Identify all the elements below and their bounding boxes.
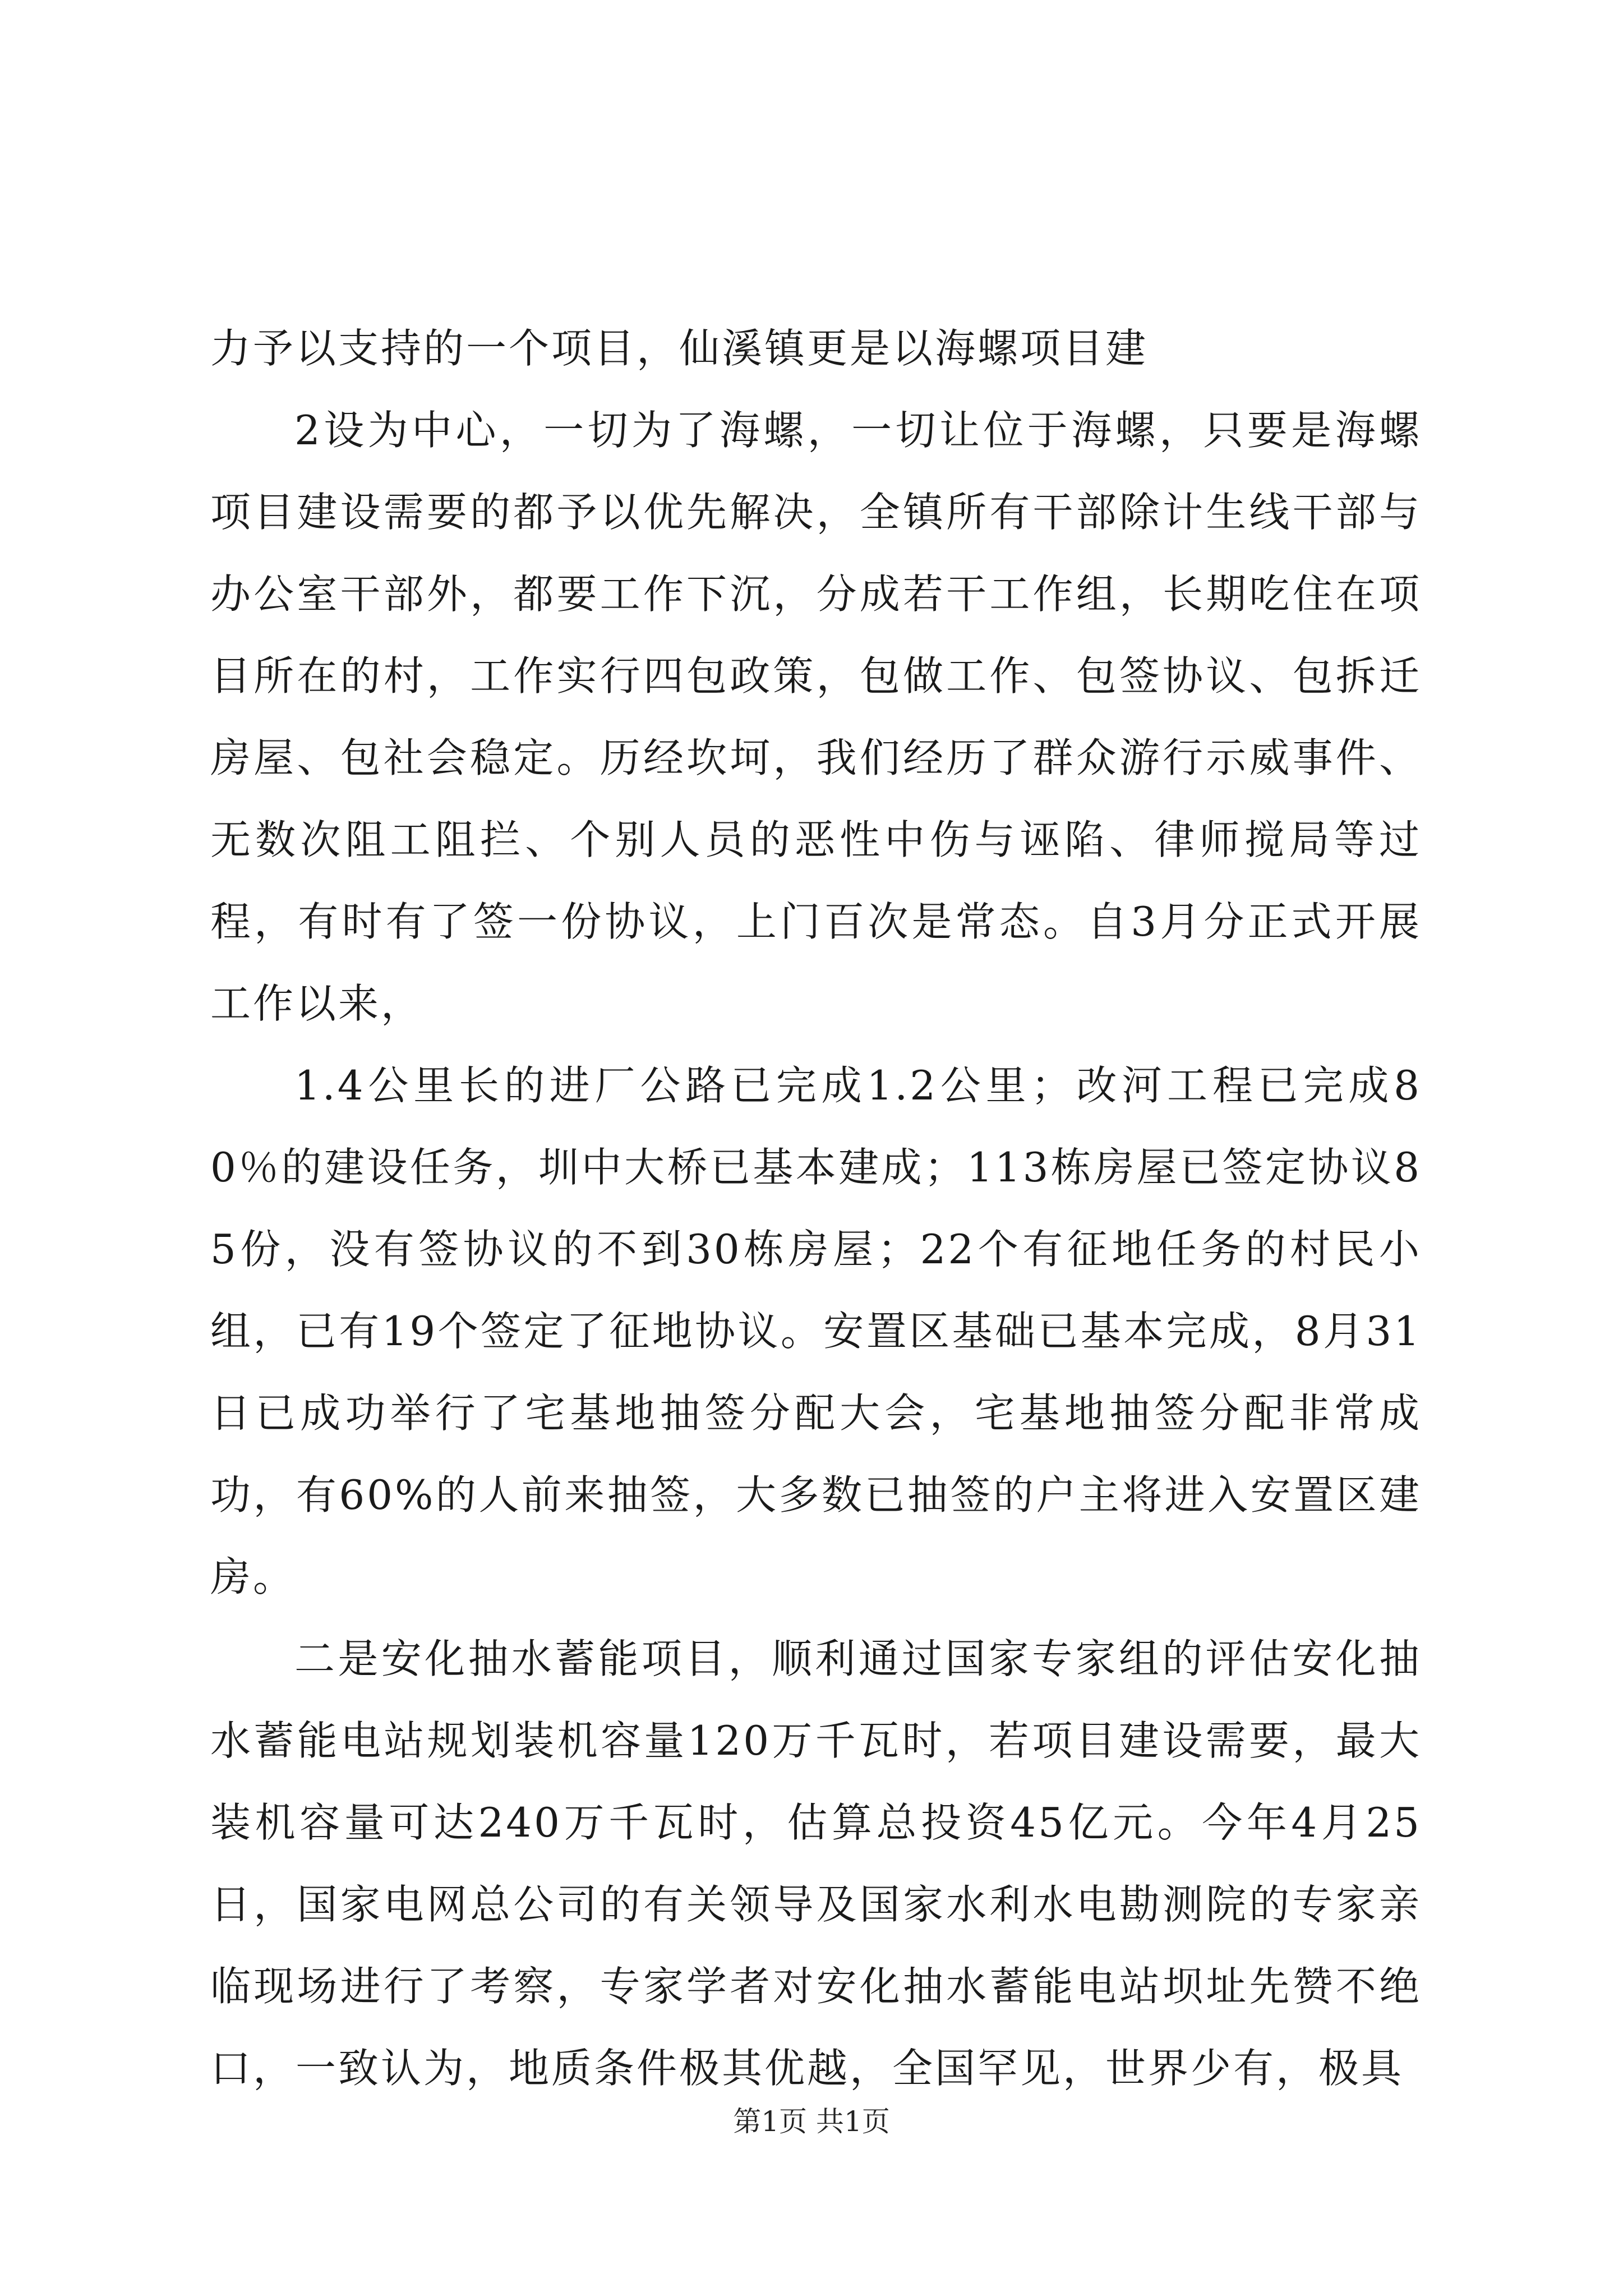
- paragraph-2: 2设为中心，一切为了海螺，一切让位于海螺，只要是海螺项目建设需要的都予以优先解决，全镇所有干部除计生线干部与办公室干部外，都要工作下沉，分成若干工作组，长期吃住在项目所在的村，工作实行四包政策，包做工作、包签协议、包拆迁房屋、包社会稳定。历经坎坷，我们经历了群众游行示威事件、无数次阻工阻拦、个别人员的恶性中伤与诬陷、律师搅局等过程，有时有了签一份协议，上门百次是常态。自3月分正式开展工作以来，: [210, 407, 1422, 1027]
- document-body: [210, 307, 1422, 2109]
- paragraph-1: 力予以支持的一个项目，仙溪镇更是以海螺项目建: [210, 325, 1149, 372]
- paragraph-4: 二是安化抽水蓄能项目，顺利通过国家专家组的评估安化抽水蓄能电站规划装机容量120万千瓦时，若项目建设需要，最大装机容量可达240万千瓦时，估算总投资45亿元。今年4月25日，国家电网总公司的有关领导及国家水利水电勘测院的专家亲临现场进行了考察，专家学者对安化抽水蓄能电站坝址先赞不绝口，一致认为，地质条件极其优越，全国罕见，世界少有，极具: [210, 1635, 1422, 2092]
- paragraph-3: 1.4公里长的进厂公路已完成1.2公里；改河工程已完成80％的建设任务，圳中大桥已基本建成；113栋房屋已签定协议85份，没有签协议的不到30栋房屋；22个有征地任务的村民小组，已有19个签定了征地协议。安置区基础已基本完成，8月31日已成功举行了宅基地抽签分配大会，宅基地抽签分配非常成功，有60%的人前来抽签，大多数已抽签的户主将进入安置区建房。: [210, 1062, 1422, 1600]
- page-footer: 第1页 共1页: [733, 2105, 890, 2138]
